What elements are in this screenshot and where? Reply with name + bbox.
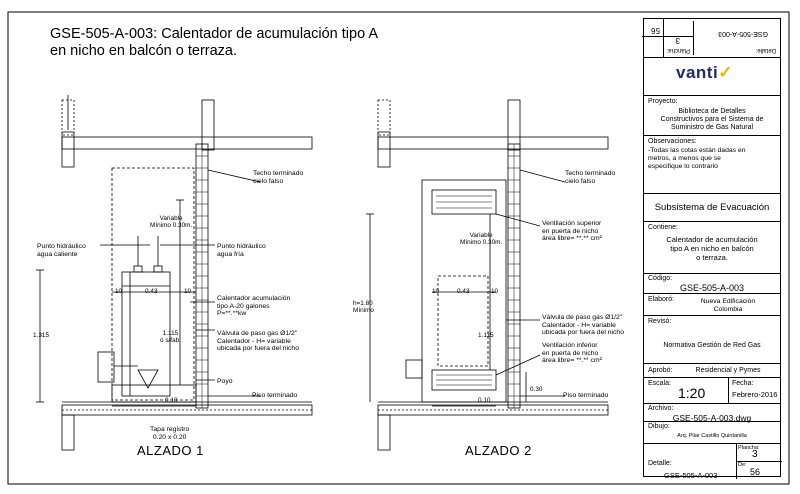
top-sheet-num: 56 [651,26,660,35]
check-icon: ✓ [718,63,733,82]
dim-1315: 1.315 [33,332,49,339]
code-label: Código: [648,275,673,282]
file-value: GSE-505-A-003.dwg [672,413,752,423]
gas-valve-label-2: Válvula de paso gas Ø1/2" Calentador - H= variable ubicada por fuera del nicho [542,314,624,336]
elaborated-value: Nueva Edificación Colombia [700,298,756,313]
reviewed-label: Revisó: [648,318,672,325]
heater-label: Calentador acumulación tipo A-20 galones P=**.**kw [217,295,291,317]
subsystem-value: Subsistema de Evacuación [654,202,770,213]
title-block [643,18,781,480]
sheet-label: Plancha: [738,445,760,451]
dim-043-2: 0.43 [457,288,470,295]
reviewed-value: Normativa Gestión de Red Gas [663,342,761,349]
dim-030: 0.30 [530,386,543,393]
detail-value: GSE-505-A-003 [664,471,718,480]
top-detalle: GSE-505-A-003 [718,30,768,37]
hot-water-point-label: Punto hidráulico agua caliente [37,243,86,258]
approved-row [644,363,780,377]
title-block-rotated-header [644,19,780,57]
elevation-1-label: ALZADO 1 [137,443,204,458]
elaborated-row [644,293,780,315]
reviewed-row [644,315,780,363]
dim-010-1: 0.10 [165,397,178,404]
floor-label-2: Piso terminado [563,392,609,399]
sheet-value: 3 [752,449,758,460]
brand-name: vanti [676,63,719,82]
project-value: Biblioteca de Detalles Constructivos para el Sistema de Suministro de Gas Natural [660,108,764,131]
observations-value: -Todas las cotas están dadas en metros, a menos que se especifique lo contrario [648,147,746,170]
code-value: GSE-505-A-003 [679,283,745,293]
detail-label: Detalle: [648,460,672,467]
dim-10-left-1: 10 [115,288,123,295]
variable-dim-2: Variable Mínimo 0.30m. [460,232,503,246]
elevation-2-label: ALZADO 2 [465,443,532,458]
variable-dim-1: Variable Mínimo 0.30m. [150,215,193,229]
date-label: Fecha: [732,380,754,387]
detail-row [644,443,780,478]
registry-cover-label: Tapa registro 0.20 x 0.20 [150,426,190,441]
contents-value: Calentador de acumulación tipo A en nicho en balcón o terraza. [666,235,758,262]
project-label: Proyecto: [648,98,678,105]
drawn-label: Dibujo: [648,423,670,430]
elevation-1-drawing [30,40,350,480]
min-height-label: h=1.80 Mínimo [353,300,374,314]
date-value: Febrero-2016 [732,390,778,399]
poyo-label: Poyo [217,378,233,385]
upper-vent-label: Ventilación superior en puerta de nicho área libre= **.** cm² [542,220,602,242]
drawing-title: GSE-505-A-003: Calentador de acumulación tipo A en nicho en balcón o terraza. [50,26,378,59]
approved-label: Aprobó: [648,367,673,374]
file-row [644,403,780,421]
of-value: 56 [750,467,761,477]
of-label: De: [738,462,747,468]
subsystem-row [644,193,780,221]
dim-1115-1: 1.115 ó s/fab. [160,330,181,344]
ceiling-label-2: Techo terminado cielo falso [565,170,616,185]
drawn-value: Arq. Pilar Castillo Quintanilla [677,433,747,439]
file-label: Archivo: [648,405,674,412]
contents-label: Contiene: [648,224,678,231]
ceiling-label-1: Techo terminado cielo falso [253,170,304,185]
approved-value: Residencial y Pymes [695,367,761,374]
cold-water-point-label: Punto hidráulico agua fría [217,243,266,258]
scale-value: 1:20 [678,385,706,401]
scale-label: Escala: [648,380,671,387]
elevation-2-drawing [340,40,660,480]
scale-row [644,377,780,403]
dim-010-2: 0.10 [478,397,491,404]
dim-10-right-2: 10 [491,288,499,295]
lower-vent-label: Ventilación inferior en puerta de nicho área libre= **.** cm² [542,342,602,364]
vanti-logo [676,63,733,83]
project-row [644,95,780,133]
dim-10-left-2: 10 [432,288,440,295]
top-plancha: 3 [675,36,680,45]
observations-row [644,135,780,193]
floor-label-1: Piso terminado [252,392,298,399]
gas-valve-label-1: Válvula de paso gas Ø1/2" Calentador - H= variable ubicada por fuera del nicho [217,330,299,352]
dim-1115-2: 1.115 [478,332,494,339]
contents-row [644,221,780,273]
dim-043-1: 0.43 [145,288,158,295]
elaborated-label: Elaboró: [648,296,675,303]
dim-10-right-1: 10 [184,288,192,295]
observations-label: Observaciones: [648,138,697,145]
drawn-row [644,421,780,443]
top-plancha-label: Plancha: [666,47,690,53]
code-row [644,273,780,293]
top-detalle-label: Detalle: [755,47,776,53]
